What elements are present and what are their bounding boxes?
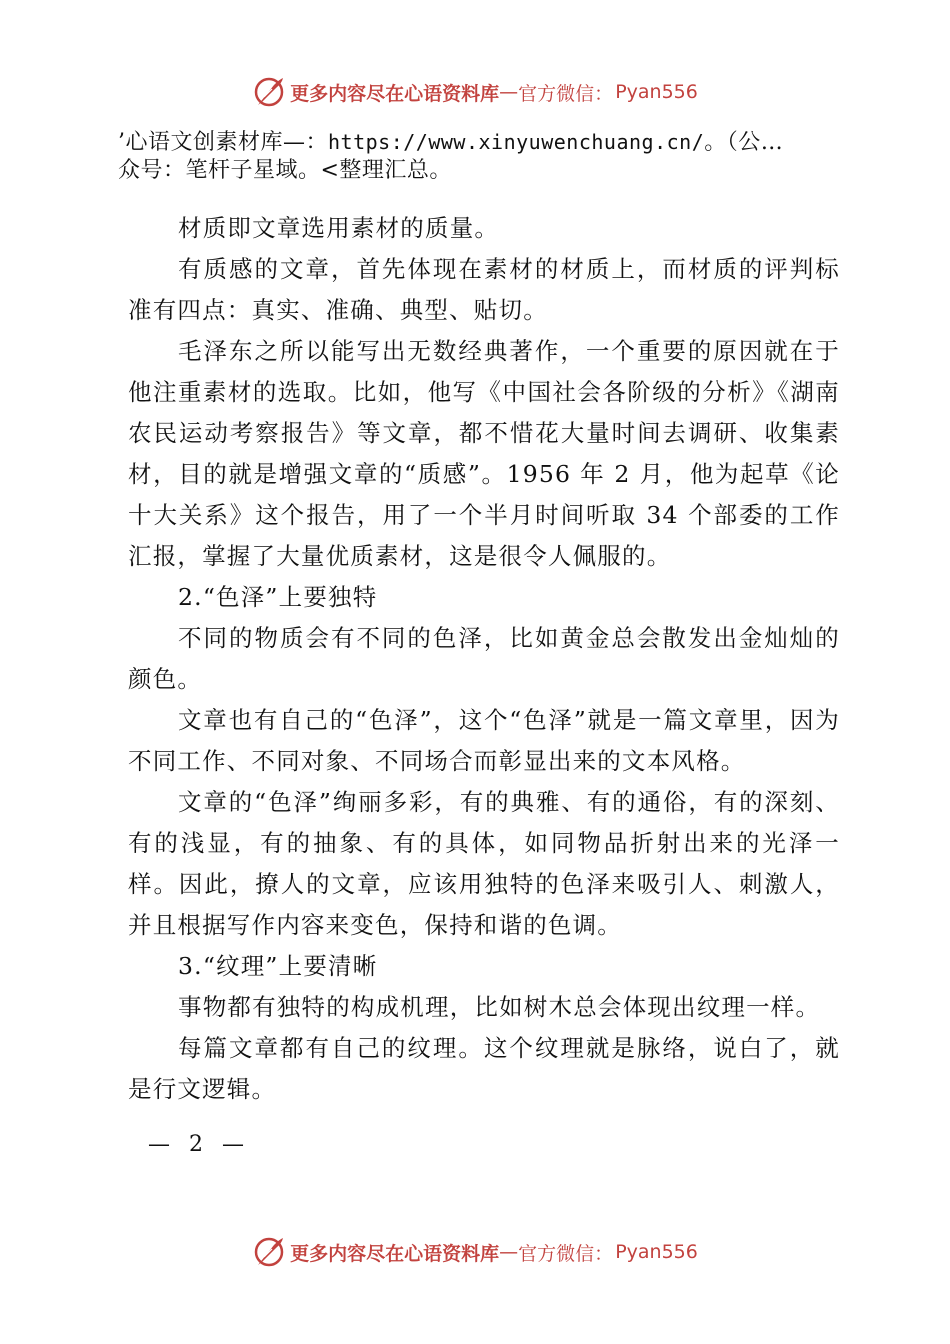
source-note-prefix: ’心语文创素材库—： bbox=[118, 130, 328, 155]
paragraph: 每篇文章都有自己的纹理。这个纹理就是脉络，说白了，就是行文逻辑。 bbox=[128, 1034, 840, 1103]
paragraph: 事物都有独特的构成机理，比如树木总会体现出纹理一样。 bbox=[178, 993, 821, 1021]
paragraph: 不同的物质会有不同的色泽，比如黄金总会散发出金灿灿的颜色。 bbox=[128, 624, 840, 693]
document-body bbox=[128, 208, 840, 1110]
feather-pen-logo-icon bbox=[252, 75, 286, 109]
source-note-suffix: 。（公… bbox=[704, 130, 784, 155]
paragraph: 文章的“色泽”绚丽多彩，有的典雅、有的通俗，有的深刻、有的浅显，有的抽象、有的具体，如同物品折射出来的光泽一样。因此，撩人的文章，应该用独特的色泽来吸引人、刺激人，并且根据写作内容来变色，保持和谐的色调。 bbox=[128, 788, 840, 939]
paragraph: 有质感的文章，首先体现在素材的材质上，而材质的评判标准有四点：真实、准确、典型、贴切。 bbox=[128, 255, 840, 324]
banner-text: 更多内容尽在心语资料库 bbox=[290, 1242, 500, 1265]
banner-text: 更多内容尽在心语资料库 bbox=[290, 82, 500, 105]
footer-banner bbox=[0, 1232, 950, 1272]
feather-pen-logo-icon bbox=[252, 1235, 286, 1269]
banner-handle: Pyan556 bbox=[615, 1241, 698, 1263]
banner-wechat-label: 官方微信： bbox=[518, 82, 614, 105]
section-heading: 2.“色泽”上要独特 bbox=[178, 583, 378, 611]
banner-handle: Pyan556 bbox=[615, 81, 698, 103]
page-number: — 2 — bbox=[148, 1132, 250, 1157]
banner-separator: — bbox=[499, 1241, 519, 1263]
source-note-line1 bbox=[118, 128, 858, 157]
section-heading: 3.“纹理”上要清晰 bbox=[178, 952, 378, 980]
source-note-line2: 众号：笔杆子星域。<整理汇总。 bbox=[118, 158, 452, 183]
paragraph: 毛泽东之所以能写出无数经典著作，一个重要的原因就在于他注重素材的选取。比如，他写《中国社会各阶级的分析》《湖南农民运动考察报告》等文章，都不惜花大量时间去调研、收集素材，目的就是增强文章的“质感”。1956 年 2 月，他为起草《论十大关系》这个报告，用了一个半月时间听取 34 个部委的工作汇报，掌握了大量优质素材，这是很令人佩服的。 bbox=[128, 337, 840, 570]
source-note bbox=[118, 128, 858, 185]
banner-separator: — bbox=[499, 81, 519, 103]
banner-wechat-label: 官方微信： bbox=[518, 1242, 614, 1265]
source-url-link[interactable]: https://www.xinyuwenchuang.cn/ bbox=[328, 130, 705, 154]
paragraph: 材质即文章选用素材的质量。 bbox=[178, 214, 500, 242]
paragraph: 文章也有自己的“色泽”，这个“色泽”就是一篇文章里，因为不同工作、不同对象、不同场合而彰显出来的文本风格。 bbox=[128, 706, 840, 775]
header-banner bbox=[0, 72, 950, 112]
